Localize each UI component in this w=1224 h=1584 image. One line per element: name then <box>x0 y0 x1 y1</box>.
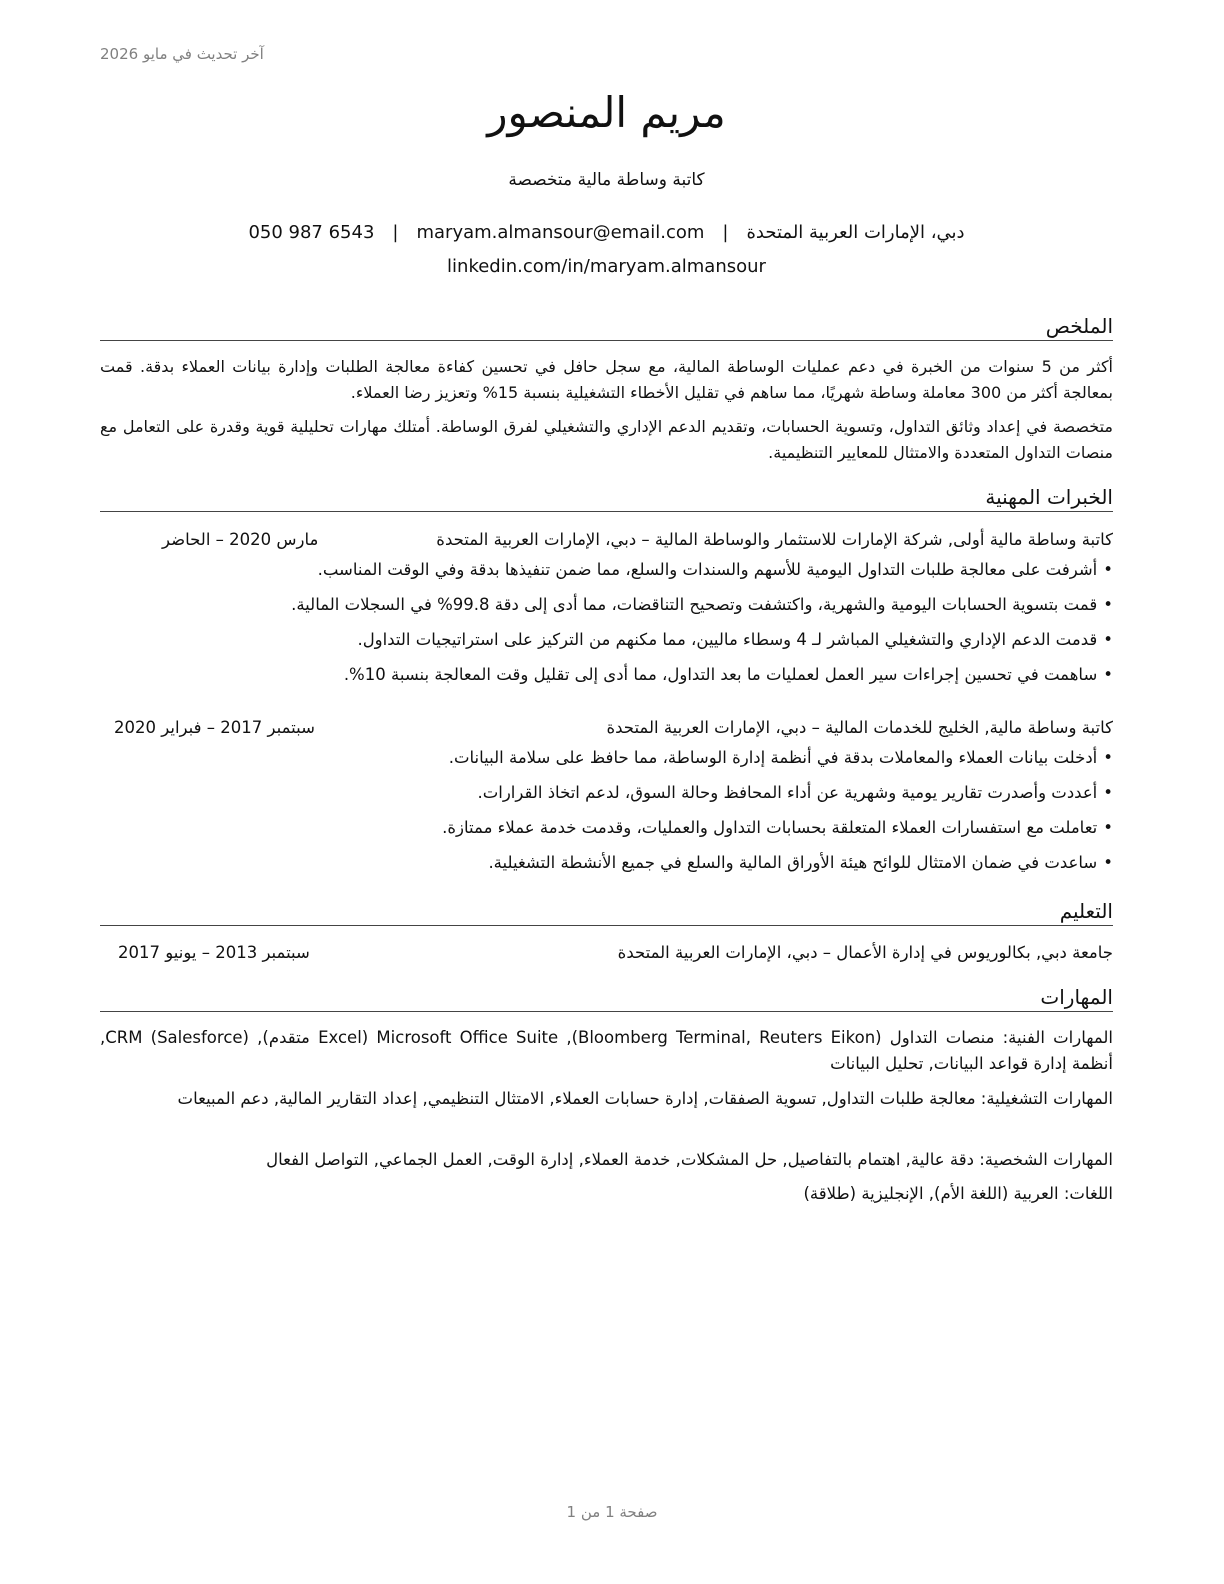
section-title-skills: المهارات <box>100 983 1113 1012</box>
job-bullets <box>100 557 1113 697</box>
last-updated-note: آخر تحديث في مايو 2026 <box>100 45 264 63</box>
section-title-education: التعليم <box>100 897 1113 926</box>
contact-linkedin[interactable]: linkedin.com/in/maryam.almansour <box>447 256 766 277</box>
education-degree: جامعة دبي, بكالوريوس في إدارة الأعمال – دبي، الإمارات العربية المتحدة <box>617 943 1113 962</box>
bullet-dot-icon: • <box>1103 853 1113 872</box>
job-bullets <box>100 745 1113 885</box>
resume-page <box>100 0 1113 1584</box>
list-item: •أشرفت على معالجة طلبات التداول اليومية للأسهم والسندات والسلع، مما ضمن تنفيذها بدقة وفي الوقت المناسب. <box>317 560 1113 579</box>
contact-separator: | <box>722 222 729 243</box>
bullet-dot-icon: • <box>1103 595 1113 614</box>
skills-operational: المهارات التشغيلية: معالجة طلبات التداول, تسوية الصفقات, إدارة حسابات العملاء, الامتثال التنظيمي, إعداد التقارير المالية, دعم المبيعات <box>177 1089 1113 1108</box>
contact-email[interactable]: maryam.almansour@email.com <box>416 222 705 243</box>
summary-paragraph: متخصصة في إعداد وثائق التداول، وتسوية الحسابات، وتقديم الدعم الإداري والتشغيلي لفرق الوساطة. أمتلك مهارات تحليلية قوية وقدرة على التعامل مع منصات التداول المتعددة والامتثال للمعايير التنظيمية. <box>100 417 1113 462</box>
list-item: •أدخلت بيانات العملاء والمعاملات بدقة في أنظمة إدارة الوساطة، مما حافظ على سلامة البيانات. <box>448 748 1113 767</box>
skills-languages: اللغات: العربية (اللغة الأم), الإنجليزية (طلاقة) <box>803 1184 1113 1203</box>
list-item: •ساهمت في تحسين إجراءات سير العمل لعمليات ما بعد التداول، مما أدى إلى تقليل وقت المعالجة بنسبة 10%. <box>343 665 1113 684</box>
education-heading <box>100 940 1113 966</box>
page-number: صفحة 1 من 1 <box>566 1503 658 1521</box>
bullet-dot-icon: • <box>1103 748 1113 767</box>
job-dates: مارس 2020 – الحاضر <box>162 530 319 549</box>
bullet-dot-icon: • <box>1103 818 1113 837</box>
list-item: •أعددت وأصدرت تقارير يومية وشهرية عن أداء المحافظ وحالة السوق، لدعم اتخاذ القرارات. <box>477 783 1113 802</box>
skills-technical: المهارات الفنية: منصات التداول (Bloomberg Terminal, Reuters Eikon), Microsoft Office Suite (Excel متقدم), CRM (Salesforce), أنظمة إدارة قواعد البيانات, تحليل البيانات <box>100 1028 1113 1073</box>
list-item: •قمت بتسوية الحسابات اليومية والشهرية، واكتشفت وتصحيح التناقضات، مما أدى إلى دقة 99.8% في السجلات المالية. <box>291 595 1113 614</box>
job-dates: سبتمبر 2017 – فبراير 2020 <box>114 718 315 737</box>
contact-line <box>100 222 1113 243</box>
contact-location: دبي، الإمارات العربية المتحدة <box>746 222 965 243</box>
job-title-company: كاتبة وساطة مالية, الخليج للخدمات المالية – دبي، الإمارات العربية المتحدة <box>606 718 1113 737</box>
contact-phone: 050 987 6543 <box>248 222 375 243</box>
bullet-dot-icon: • <box>1103 665 1113 684</box>
contact-separator: | <box>392 222 399 243</box>
list-item: •قدمت الدعم الإداري والتشغيلي المباشر لـ 4 وسطاء ماليين، مما مكنهم من التركيز على استراتيجيات التداول. <box>357 630 1113 649</box>
candidate-name: مريم المنصور <box>487 88 726 137</box>
job-heading <box>100 527 1113 553</box>
list-item: •تعاملت مع استفسارات العملاء المتعلقة بحسابات التداول والعمليات، وقدمت خدمة عملاء ممتازة. <box>442 818 1113 837</box>
bullet-dot-icon: • <box>1103 630 1113 649</box>
candidate-title: كاتبة وساطة مالية متخصصة <box>508 170 705 190</box>
bullet-dot-icon: • <box>1103 560 1113 579</box>
bullet-dot-icon: • <box>1103 783 1113 802</box>
job-heading <box>100 715 1113 741</box>
section-title-summary: الملخص <box>100 312 1113 341</box>
summary-paragraph: أكثر من 5 سنوات من الخبرة في دعم عمليات الوساطة المالية، مع سجل حافل في تحسين كفاءة معالجة الطلبات وإدارة بيانات العملاء بدقة. قمت بمعالجة أكثر من 300 معاملة وساطة شهريًا، مما ساهم في تقليل الأخطاء التشغيلية بنسبة 15% وتعزيز رضا العملاء. <box>100 357 1114 402</box>
job-title-company: كاتبة وساطة مالية أولى, شركة الإمارات للاستثمار والوساطة المالية – دبي، الإمارات العربية المتحدة <box>436 530 1113 549</box>
list-item: •ساعدت في ضمان الامتثال للوائح هيئة الأوراق المالية والسلع في جميع الأنشطة التشغيلية. <box>488 853 1113 872</box>
education-dates: سبتمبر 2013 – يونيو 2017 <box>118 943 310 962</box>
skills-personal: المهارات الشخصية: دقة عالية, اهتمام بالتفاصيل, حل المشكلات, خدمة العملاء, إدارة الوقت, العمل الجماعي, التواصل الفعال <box>266 1150 1113 1169</box>
section-title-experience: الخبرات المهنية <box>100 483 1113 512</box>
